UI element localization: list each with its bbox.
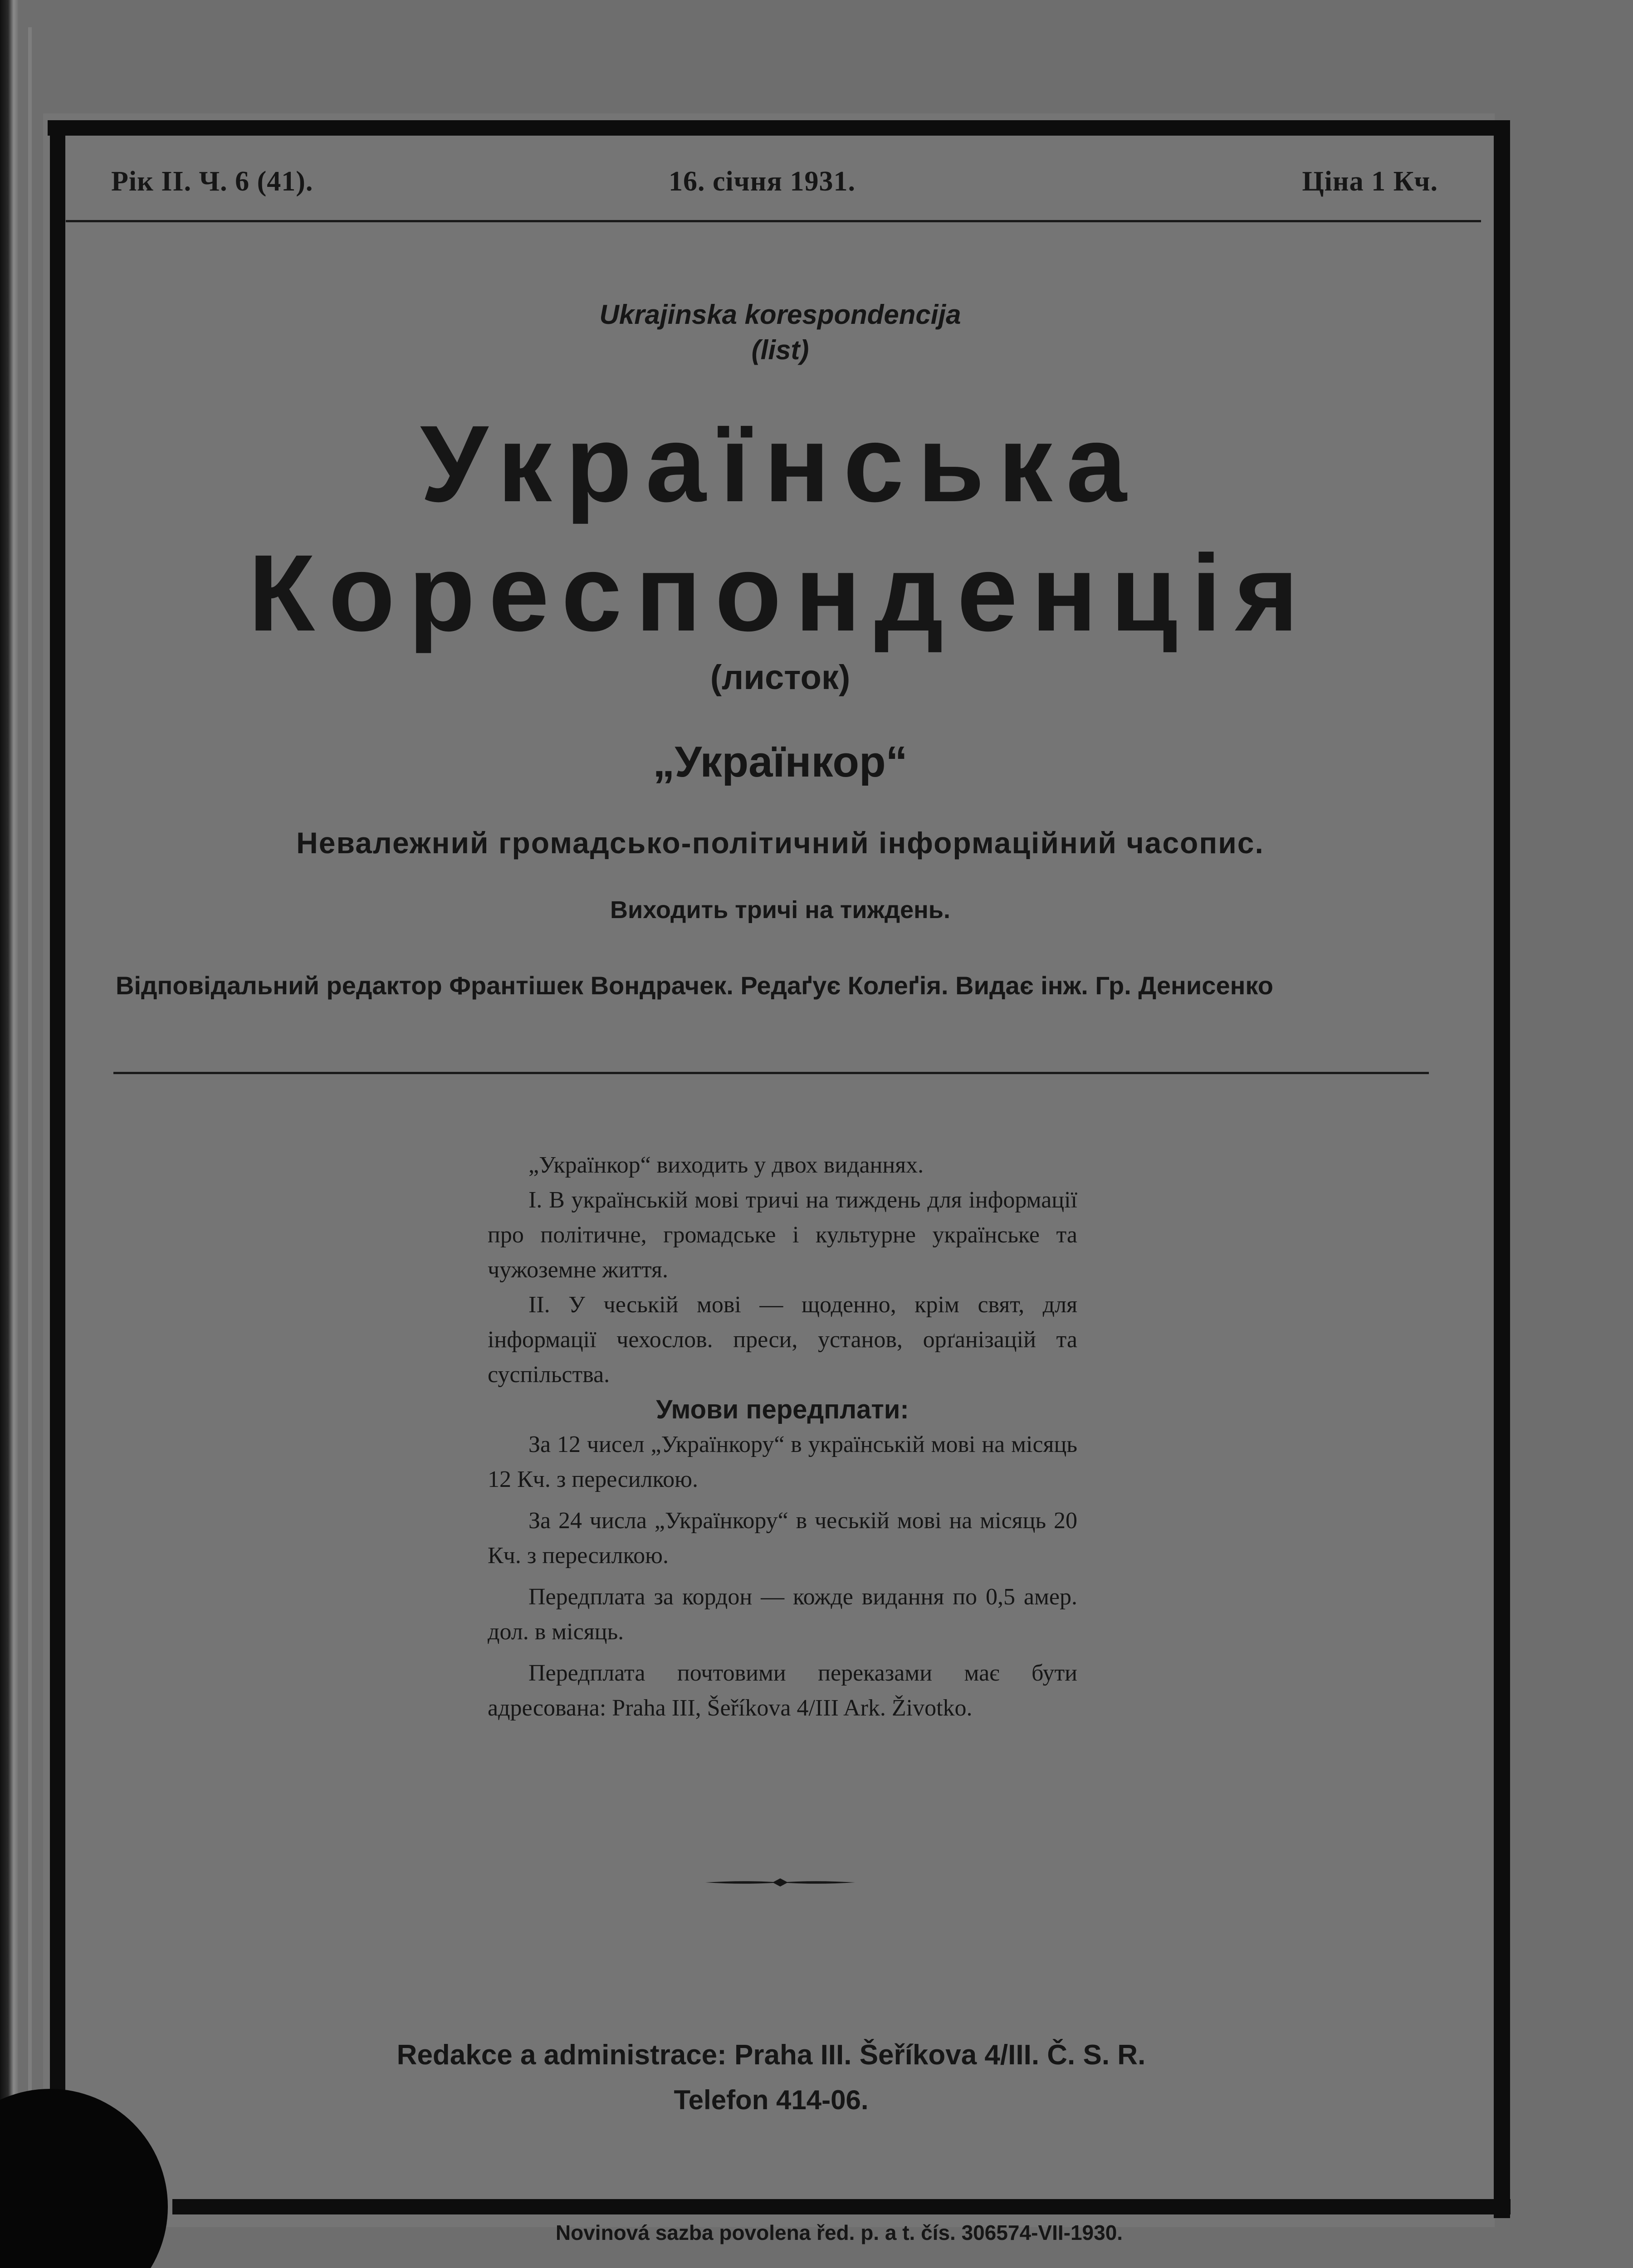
issue-date: 16. січня 1931. (669, 166, 856, 197)
frame-border-right (1494, 120, 1510, 2218)
main-title-line: Кореспонденція (248, 532, 1312, 654)
latin-title-line: (list) (751, 335, 809, 365)
subscription-term: Передплата почтовими переказами має бути адресована: Praha III, Šeříkova 4/III Ark. Životko. (488, 1660, 1077, 1721)
frame-border-left (50, 120, 65, 2170)
publication-description: Невалежний громадсько-політичний інформаційний часопис. (296, 826, 1264, 860)
issue-price: Ціна 1 Кч. (1302, 166, 1438, 197)
issue-number: Рік II. Ч. 6 (41). (111, 166, 313, 197)
main-title (91, 399, 1470, 658)
edition-ukrainian: I. В українській мові тричі на тиждень для інформації про політичне, громадське і культурне українське та чужоземне життя. (488, 1187, 1077, 1283)
subscription-heading: Умови передплати: (656, 1395, 909, 1424)
print-permit: Novinová sazba povolena řed. p. a t. čís. 306574-VII-1930. (555, 2221, 1123, 2244)
header-rule (66, 220, 1481, 222)
latin-title-line: Ukrajinska korespondencija (599, 299, 961, 330)
binding-line (28, 27, 32, 2268)
brand-name: „Українкор“ (653, 738, 908, 786)
latin-title (91, 297, 1470, 368)
editorial-address: Redakce a administrace: Praha III. Šeříkova 4/III. Č. S. R. (396, 2039, 1146, 2071)
subscription-term: За 24 числа „Українкору“ в чеській мові на місяць 20 Кч. з пересилкою. (488, 1508, 1077, 1569)
frame-border-bottom (172, 2199, 1511, 2214)
editions-intro: „Українкор“ виходить у двох виданнях. (528, 1152, 924, 1178)
section-rule (113, 1072, 1429, 1074)
scan-edge (0, 0, 18, 2268)
telephone: Telefon 414-06. (674, 2085, 869, 2115)
info-column (488, 1148, 1077, 1725)
subscription-term: За 12 чисел „Українкору“ в українській мові на місяць 12 Кч. з пересилкою. (488, 1432, 1077, 1492)
edition-czech: II. У чеській мові — щоденно, крім свят, для інформації чехослов. преси, установ, орґанізацій та суспільства. (488, 1292, 1077, 1388)
subscription-term: Передплата за кордон — кожде видання по 0,5 амер. дол. в місяць. (488, 1584, 1077, 1645)
ornament-divider (705, 1876, 855, 1889)
subtitle: (листок) (710, 658, 851, 697)
editors-line: Відповідальний редактор Франтішек Вондрачек. Редаґує Колеґія. Видає інж. Гр. Денисенко (116, 971, 1273, 1000)
main-title-line: Українська (420, 403, 1140, 524)
frame-border-top (48, 120, 1508, 136)
publication-frequency: Виходить тричі на тиждень. (610, 896, 950, 924)
